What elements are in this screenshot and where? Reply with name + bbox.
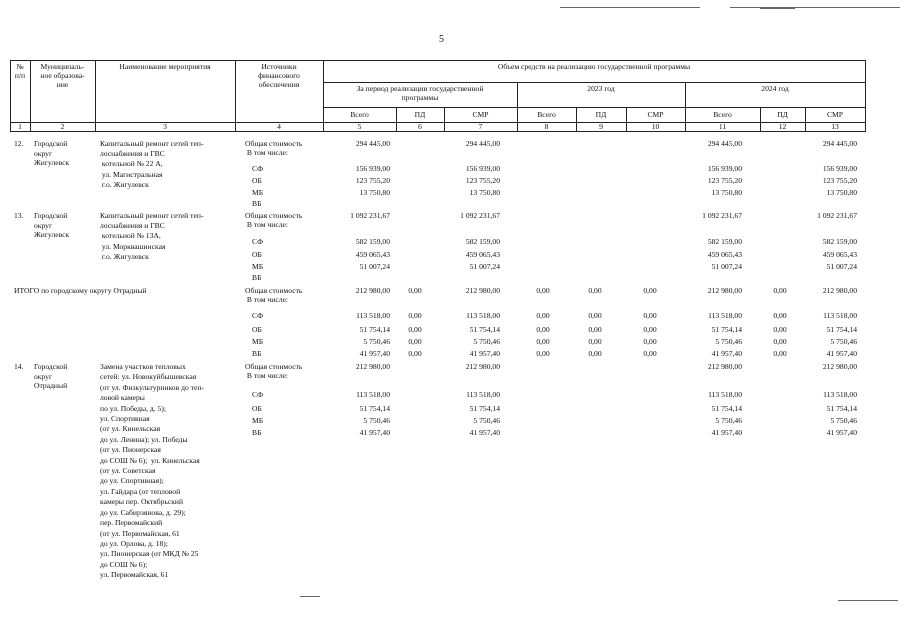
value-cell: 51 754,14 <box>711 404 742 413</box>
value-cell: 1 092 231,67 <box>817 211 857 220</box>
value-cell: 156 939,00 <box>707 164 742 173</box>
source-label: ОБ <box>252 404 262 413</box>
value-cell: 0,00 <box>773 337 787 346</box>
row-municipality: Городской округ Жигулевск <box>34 211 70 240</box>
value-cell: 41 957,40 <box>359 349 390 358</box>
value-cell: 0,00 <box>408 286 422 295</box>
header-col-number: 4 <box>277 122 281 131</box>
header-col-number: 6 <box>418 122 422 131</box>
value-cell: 51 754,14 <box>469 325 500 334</box>
value-cell: 156 939,00 <box>355 164 390 173</box>
value-cell: 1 092 231,67 <box>460 211 500 220</box>
value-cell: 294 445,00 <box>355 139 390 148</box>
source-label: ВБ <box>252 349 262 358</box>
value-cell: 0,00 <box>773 325 787 334</box>
header-col-number: 1 <box>18 122 22 131</box>
header-col-number: 8 <box>544 122 549 131</box>
value-cell: 459 065,43 <box>355 250 390 259</box>
row-event: Капитальный ремонт сетей теп- лоснабжения и ГВС котельной № 13А, ул. Морквашинская г.о. Жигулевск <box>100 211 204 261</box>
header-row-divider <box>323 82 866 83</box>
value-cell: 0,00 <box>773 349 787 358</box>
scan-artifact <box>560 7 700 8</box>
value-cell: 51 754,14 <box>469 404 500 413</box>
header-num: № п/п <box>14 62 26 80</box>
value-cell: 13 750,80 <box>469 188 500 197</box>
value-cell: 0,00 <box>588 286 602 295</box>
header-col-number: 10 <box>651 122 660 131</box>
value-cell: 1 092 231,67 <box>350 211 390 220</box>
table-top-border <box>10 60 866 61</box>
header-col-number: 12 <box>778 122 787 131</box>
header-sub: ПД <box>595 110 607 119</box>
value-cell: 51 007,24 <box>711 262 742 271</box>
header-row-divider <box>10 131 866 132</box>
row-total-label: Общая стоимость В том числе: <box>245 211 303 229</box>
value-cell: 13 750,80 <box>711 188 742 197</box>
value-cell: 0,00 <box>408 349 422 358</box>
value-cell: 212 980,00 <box>822 286 857 295</box>
value-cell: 5 750,46 <box>830 416 857 425</box>
header-col-number: 9 <box>599 122 603 131</box>
header-sub: СМР <box>826 110 844 119</box>
value-cell: 0,00 <box>643 337 657 346</box>
value-cell: 41 957,40 <box>826 428 857 437</box>
row-number: 13. <box>14 211 24 220</box>
scan-artifact <box>300 596 320 597</box>
value-cell: 41 957,40 <box>469 428 500 437</box>
value-cell: 212 980,00 <box>465 362 500 371</box>
value-cell: 0,00 <box>643 286 657 295</box>
source-label: МБ <box>252 416 264 425</box>
value-cell: 113 518,00 <box>823 311 857 320</box>
value-cell: 0,00 <box>773 311 787 320</box>
value-cell: 41 957,40 <box>711 349 742 358</box>
value-cell: 212 980,00 <box>707 286 742 295</box>
value-cell: 0,00 <box>588 325 602 334</box>
value-cell: 41 957,40 <box>469 349 500 358</box>
value-cell: 0,00 <box>588 337 602 346</box>
value-cell: 13 750,80 <box>359 188 390 197</box>
value-cell: 459 065,43 <box>707 250 742 259</box>
itogo-label: ИТОГО по городскому округу Отрадный <box>14 286 147 295</box>
header-event-name: Наименование мероприятия <box>119 62 211 71</box>
value-cell: 113 518,00 <box>708 311 742 320</box>
value-cell: 156 939,00 <box>465 164 500 173</box>
value-cell: 123 755,20 <box>707 176 742 185</box>
value-cell: 0,00 <box>536 311 550 320</box>
source-label: ОБ <box>252 176 262 185</box>
value-cell: 156 939,00 <box>822 164 857 173</box>
value-cell: 459 065,43 <box>822 250 857 259</box>
row-total-label: Общая стоимость В том числе: <box>245 362 303 380</box>
scan-artifact <box>760 8 795 9</box>
header-col-number: 11 <box>718 122 727 131</box>
row-number: 12. <box>14 139 24 148</box>
row-event: Замена участков тепловых сетей: ул. Новокуйбышевская (от ул. Физкультурников до теп- ловой камеры по ул. Победы, д. 5); ул. Спортивная (от ул. Кинельская до ул. Ленина); ул. Победы (от ул. Пионерская до СОШ № 6); ул. Кинельская (от ул. Советская до ул. Спортивная); ул. Гайдара (от тепловой камеры пер. Октябрьский до ул. Сабирзянова, д. 29); пер. Первомайский (от ул. Первомайская, 61 до ул. Орлова, д. 18); ул. Пионерская (от МКД № 25 до СОШ № 6); ул. Первомайская, 61 <box>100 362 204 580</box>
scan-artifact <box>838 600 888 601</box>
source-label: СФ <box>252 390 264 399</box>
value-cell: 123 755,20 <box>465 176 500 185</box>
value-cell: 0,00 <box>643 311 657 320</box>
value-cell: 582 159,00 <box>822 237 857 246</box>
value-cell: 0,00 <box>536 286 550 295</box>
header-sub: СМР <box>472 110 489 119</box>
value-cell: 582 159,00 <box>355 237 390 246</box>
value-cell: 0,00 <box>536 337 550 346</box>
value-cell: 51 754,14 <box>359 404 390 413</box>
value-cell: 212 980,00 <box>355 362 390 371</box>
value-cell: 51 754,14 <box>711 325 742 334</box>
value-cell: 0,00 <box>536 325 550 334</box>
header-col-number: 7 <box>478 122 483 131</box>
value-cell: 113 518,00 <box>356 311 390 320</box>
header-municipality: Муниципаль- ное образова- ние <box>40 62 85 89</box>
value-cell: 5 750,46 <box>715 416 742 425</box>
value-cell: 51 754,14 <box>826 325 857 334</box>
value-cell: 51 007,24 <box>826 262 857 271</box>
row-municipality: Городской округ Отрадный <box>34 362 68 391</box>
row-total-label: Общая стоимость В том числе: <box>245 139 303 157</box>
value-cell: 0,00 <box>408 337 422 346</box>
value-cell: 0,00 <box>588 311 602 320</box>
source-label: МБ <box>252 188 264 197</box>
value-cell: 294 445,00 <box>465 139 500 148</box>
header-volume: Объем средств на реализацию государственной программы <box>497 62 691 71</box>
value-cell: 0,00 <box>588 349 602 358</box>
value-cell: 5 750,46 <box>473 416 500 425</box>
source-label: ВБ <box>252 428 262 437</box>
value-cell: 5 750,46 <box>830 337 857 346</box>
source-label: МБ <box>252 337 264 346</box>
row-municipality: Городской округ Жигулевск <box>34 139 70 168</box>
value-cell: 294 445,00 <box>822 139 857 148</box>
value-cell: 0,00 <box>408 325 422 334</box>
header-2023: 2023 год <box>587 84 615 93</box>
value-cell: 41 957,40 <box>826 349 857 358</box>
value-cell: 113 518,00 <box>466 311 500 320</box>
value-cell: 113 518,00 <box>356 390 390 399</box>
value-cell: 41 957,40 <box>359 428 390 437</box>
value-cell: 0,00 <box>536 349 550 358</box>
header-sub: СМР <box>647 110 664 119</box>
header-row-divider <box>323 107 866 108</box>
header-col-number: 3 <box>163 122 167 131</box>
page-number: 5 <box>439 34 444 45</box>
value-cell: 113 518,00 <box>466 390 500 399</box>
header-col-number: 2 <box>60 122 65 131</box>
value-cell: 51 754,14 <box>359 325 390 334</box>
value-cell: 1 092 231,67 <box>702 211 742 220</box>
row-event: Капитальный ремонт сетей теп- лоснабжения и ГВС котельной № 22 А, ул. Магистральная г.о. Жигулевск <box>100 139 204 189</box>
source-label: МБ <box>252 262 264 271</box>
row-total-label: Общая стоимость В том числе: <box>245 286 303 304</box>
source-label: ВБ <box>252 199 262 208</box>
scan-artifact <box>888 600 898 601</box>
source-label: СФ <box>252 237 264 246</box>
value-cell: 459 065,43 <box>465 250 500 259</box>
column-border <box>865 60 866 131</box>
value-cell: 5 750,46 <box>473 337 500 346</box>
value-cell: 123 755,20 <box>355 176 390 185</box>
value-cell: 212 980,00 <box>465 286 500 295</box>
value-cell: 51 007,24 <box>359 262 390 271</box>
header-sub: Всего <box>713 110 732 119</box>
value-cell: 0,00 <box>773 286 787 295</box>
source-label: СФ <box>252 164 264 173</box>
value-cell: 51 754,14 <box>826 404 857 413</box>
value-cell: 5 750,46 <box>715 337 742 346</box>
scan-artifact <box>730 7 900 8</box>
source-label: СФ <box>252 311 264 320</box>
value-cell: 123 755,20 <box>822 176 857 185</box>
value-cell: 0,00 <box>643 325 657 334</box>
value-cell: 582 159,00 <box>465 237 500 246</box>
header-period-total: За период реализации государственной программы <box>356 84 484 102</box>
value-cell: 0,00 <box>408 311 422 320</box>
value-cell: 13 750,80 <box>826 188 857 197</box>
value-cell: 41 957,40 <box>711 428 742 437</box>
header-2024: 2024 год <box>761 84 789 93</box>
value-cell: 113 518,00 <box>708 390 742 399</box>
value-cell: 0,00 <box>643 349 657 358</box>
header-col-number: 5 <box>357 122 362 131</box>
value-cell: 113 518,00 <box>823 390 857 399</box>
value-cell: 5 750,46 <box>363 416 390 425</box>
value-cell: 212 980,00 <box>355 286 390 295</box>
row-number: 14. <box>14 362 24 371</box>
value-cell: 294 445,00 <box>707 139 742 148</box>
header-sources: Источники финансового обеспечения <box>258 62 300 89</box>
header-sub: Всего <box>537 110 556 119</box>
source-label: ВБ <box>252 273 262 282</box>
header-sub: ПД <box>777 110 788 119</box>
value-cell: 5 750,46 <box>363 337 390 346</box>
value-cell: 51 007,24 <box>469 262 500 271</box>
header-sub: Всего <box>350 110 369 119</box>
source-label: ОБ <box>252 250 262 259</box>
source-label: ОБ <box>252 325 262 334</box>
header-col-number: 13 <box>831 122 839 131</box>
value-cell: 212 980,00 <box>822 362 857 371</box>
value-cell: 582 159,00 <box>707 237 742 246</box>
value-cell: 212 980,00 <box>707 362 742 371</box>
header-sub: ПД <box>414 110 426 119</box>
